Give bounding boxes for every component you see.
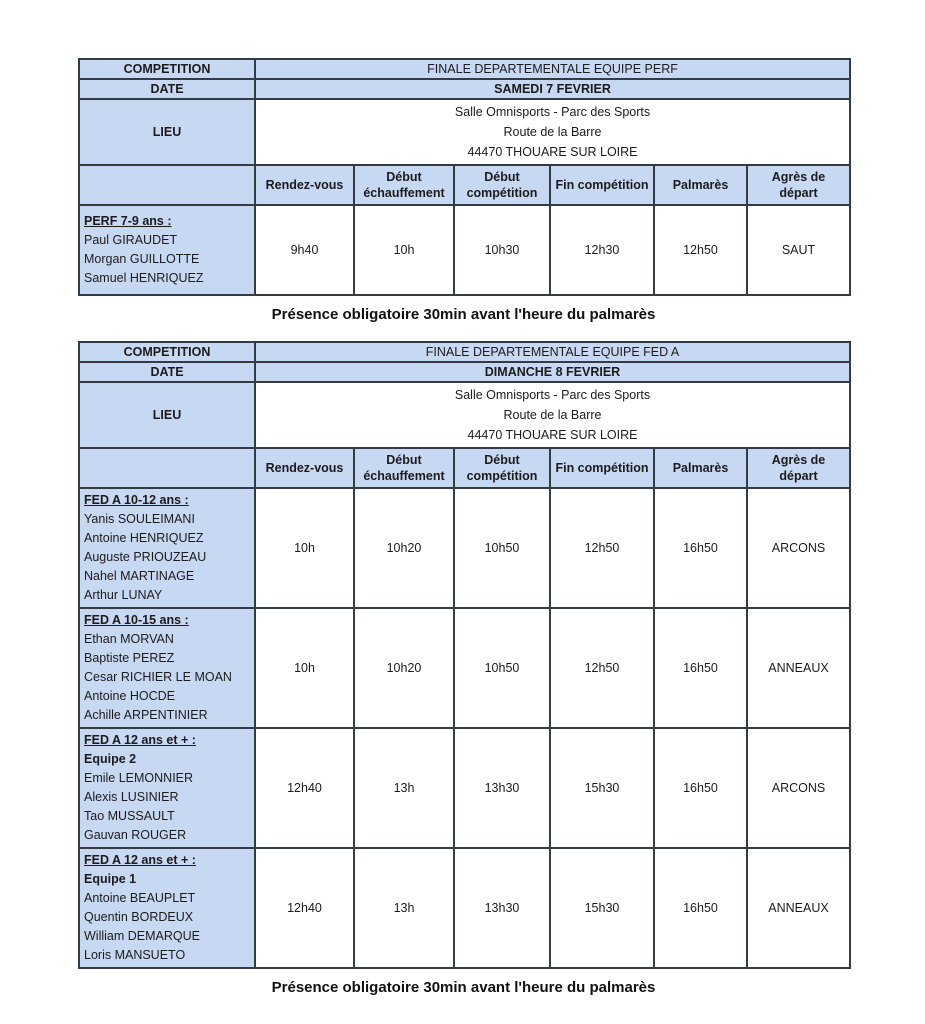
text-line: Salle Omnisports - Parc des Sports — [454, 388, 651, 402]
team-names — [84, 510, 250, 605]
time-fin-competition: 12h30 — [550, 205, 654, 295]
team-title: FED A 10-12 ans : — [84, 493, 189, 507]
time-fin-competition: 15h30 — [550, 848, 654, 968]
team-subtitle: Equipe 1 — [84, 872, 137, 886]
text-line: Samuel HENRIQUEZ — [84, 271, 204, 285]
team-cell-fed-a-10-15 — [79, 608, 255, 728]
text-line: Paul GIRAUDET — [84, 233, 178, 247]
text-line: 44470 THOUARE SUR LOIRE — [467, 145, 638, 159]
time-fin-competition: 15h30 — [550, 728, 654, 848]
team-names — [84, 889, 250, 965]
text-line: William DEMARQUE — [84, 929, 200, 943]
col-header-debut-competition: Début compétition — [454, 165, 550, 205]
competition-value: FINALE DEPARTEMENTALE EQUIPE PERF — [255, 59, 850, 79]
agres-value: ARCONS — [747, 728, 850, 848]
corner-cell — [79, 448, 255, 488]
lieu-label: LIEU — [79, 99, 255, 165]
col-header-agres-depart: Agrès de départ — [747, 165, 850, 205]
note-presence-2: Présence obligatoire 30min avant l'heure du palmarès — [271, 979, 656, 996]
time-debut-competition: 13h30 — [454, 728, 550, 848]
team-cell-fed-a-12-plus-equipe-2 — [79, 728, 255, 848]
text-line: Route de la Barre — [503, 125, 602, 139]
col-header-palmares: Palmarès — [654, 448, 747, 488]
competition-label: COMPETITION — [79, 342, 255, 362]
corner-cell — [79, 165, 255, 205]
time-debut-echauffement: 10h — [354, 205, 454, 295]
time-debut-competition: 13h30 — [454, 848, 550, 968]
team-names — [84, 630, 250, 725]
lieu-value — [255, 382, 850, 448]
time-fin-competition: 12h50 — [550, 608, 654, 728]
note-presence-1: Présence obligatoire 30min avant l'heure du palmarès — [271, 306, 656, 323]
team-title: FED A 12 ans et + : — [84, 853, 196, 867]
text-line: Morgan GUILLOTTE — [84, 252, 200, 266]
text-line: Baptiste PEREZ — [84, 651, 175, 665]
time-rendez-vous: 9h40 — [255, 205, 354, 295]
text-line: Yanis SOULEIMANI — [84, 512, 195, 526]
team-cell-perf-7-9 — [79, 205, 255, 295]
text-line: 44470 THOUARE SUR LOIRE — [467, 428, 638, 442]
schedule-table-perf — [78, 58, 851, 296]
time-debut-echauffement: 13h — [354, 728, 454, 848]
time-rendez-vous: 12h40 — [255, 848, 354, 968]
text-line: Quentin BORDEUX — [84, 910, 194, 924]
text-line: Antoine HENRIQUEZ — [84, 531, 204, 545]
agres-value: ANNEAUX — [747, 848, 850, 968]
time-palmares: 12h50 — [654, 205, 747, 295]
time-debut-competition: 10h50 — [454, 488, 550, 608]
col-header-debut-competition: Début compétition — [454, 448, 550, 488]
agres-value: ANNEAUX — [747, 608, 850, 728]
team-subtitle: Equipe 2 — [84, 752, 137, 766]
time-fin-competition: 12h50 — [550, 488, 654, 608]
time-palmares: 16h50 — [654, 728, 747, 848]
time-debut-echauffement: 13h — [354, 848, 454, 968]
team-names — [84, 231, 250, 288]
col-header-agres-depart: Agrès de départ — [747, 448, 850, 488]
lieu-value — [255, 99, 850, 165]
team-title: FED A 12 ans et + : — [84, 733, 196, 747]
text-line: Cesar RICHIER LE MOAN — [84, 670, 232, 684]
agres-value: ARCONS — [747, 488, 850, 608]
time-palmares: 16h50 — [654, 488, 747, 608]
date-value: DIMANCHE 8 FEVRIER — [255, 362, 850, 382]
date-value: SAMEDI 7 FEVRIER — [255, 79, 850, 99]
time-debut-echauffement: 10h20 — [354, 608, 454, 728]
text-line: Tao MUSSAULT — [84, 809, 175, 823]
lieu-label: LIEU — [79, 382, 255, 448]
team-cell-fed-a-10-12 — [79, 488, 255, 608]
time-rendez-vous: 10h — [255, 488, 354, 608]
col-header-rendez-vous: Rendez-vous — [255, 165, 354, 205]
time-palmares: 16h50 — [654, 848, 747, 968]
col-header-rendez-vous: Rendez-vous — [255, 448, 354, 488]
col-header-fin-competition: Fin compétition — [550, 448, 654, 488]
col-header-debut-echauffement: Début échauffement — [354, 165, 454, 205]
col-header-debut-echauffement: Début échauffement — [354, 448, 454, 488]
text-line: Antoine HOCDE — [84, 689, 176, 703]
team-title: PERF 7-9 ans : — [84, 214, 172, 228]
text-line: Ethan MORVAN — [84, 632, 174, 646]
team-cell-fed-a-12-plus-equipe-1 — [79, 848, 255, 968]
competition-value: FINALE DEPARTEMENTALE EQUIPE FED A — [255, 342, 850, 362]
col-header-fin-competition: Fin compétition — [550, 165, 654, 205]
agres-value: SAUT — [747, 205, 850, 295]
date-label: DATE — [79, 79, 255, 99]
text-line: Achille ARPENTINIER — [84, 708, 208, 722]
time-rendez-vous: 10h — [255, 608, 354, 728]
text-line: Emile LEMONNIER — [84, 771, 194, 785]
text-line: Loris MANSUETO — [84, 948, 186, 962]
text-line: Antoine BEAUPLET — [84, 891, 196, 905]
text-line: Gauvan ROUGER — [84, 828, 187, 842]
text-line: Salle Omnisports - Parc des Sports — [454, 105, 651, 119]
text-line: Auguste PRIOUZEAU — [84, 550, 207, 564]
text-line: Arthur LUNAY — [84, 588, 163, 602]
time-debut-competition: 10h30 — [454, 205, 550, 295]
schedule-table-fed-a — [78, 341, 851, 969]
competition-label: COMPETITION — [79, 59, 255, 79]
team-names — [84, 769, 250, 845]
time-debut-echauffement: 10h20 — [354, 488, 454, 608]
team-title: FED A 10-15 ans : — [84, 613, 189, 627]
text-line: Route de la Barre — [503, 408, 602, 422]
time-palmares: 16h50 — [654, 608, 747, 728]
text-line: Nahel MARTINAGE — [84, 569, 195, 583]
col-header-palmares: Palmarès — [654, 165, 747, 205]
time-rendez-vous: 12h40 — [255, 728, 354, 848]
time-debut-competition: 10h50 — [454, 608, 550, 728]
text-line: Alexis LUSINIER — [84, 790, 179, 804]
date-label: DATE — [79, 362, 255, 382]
